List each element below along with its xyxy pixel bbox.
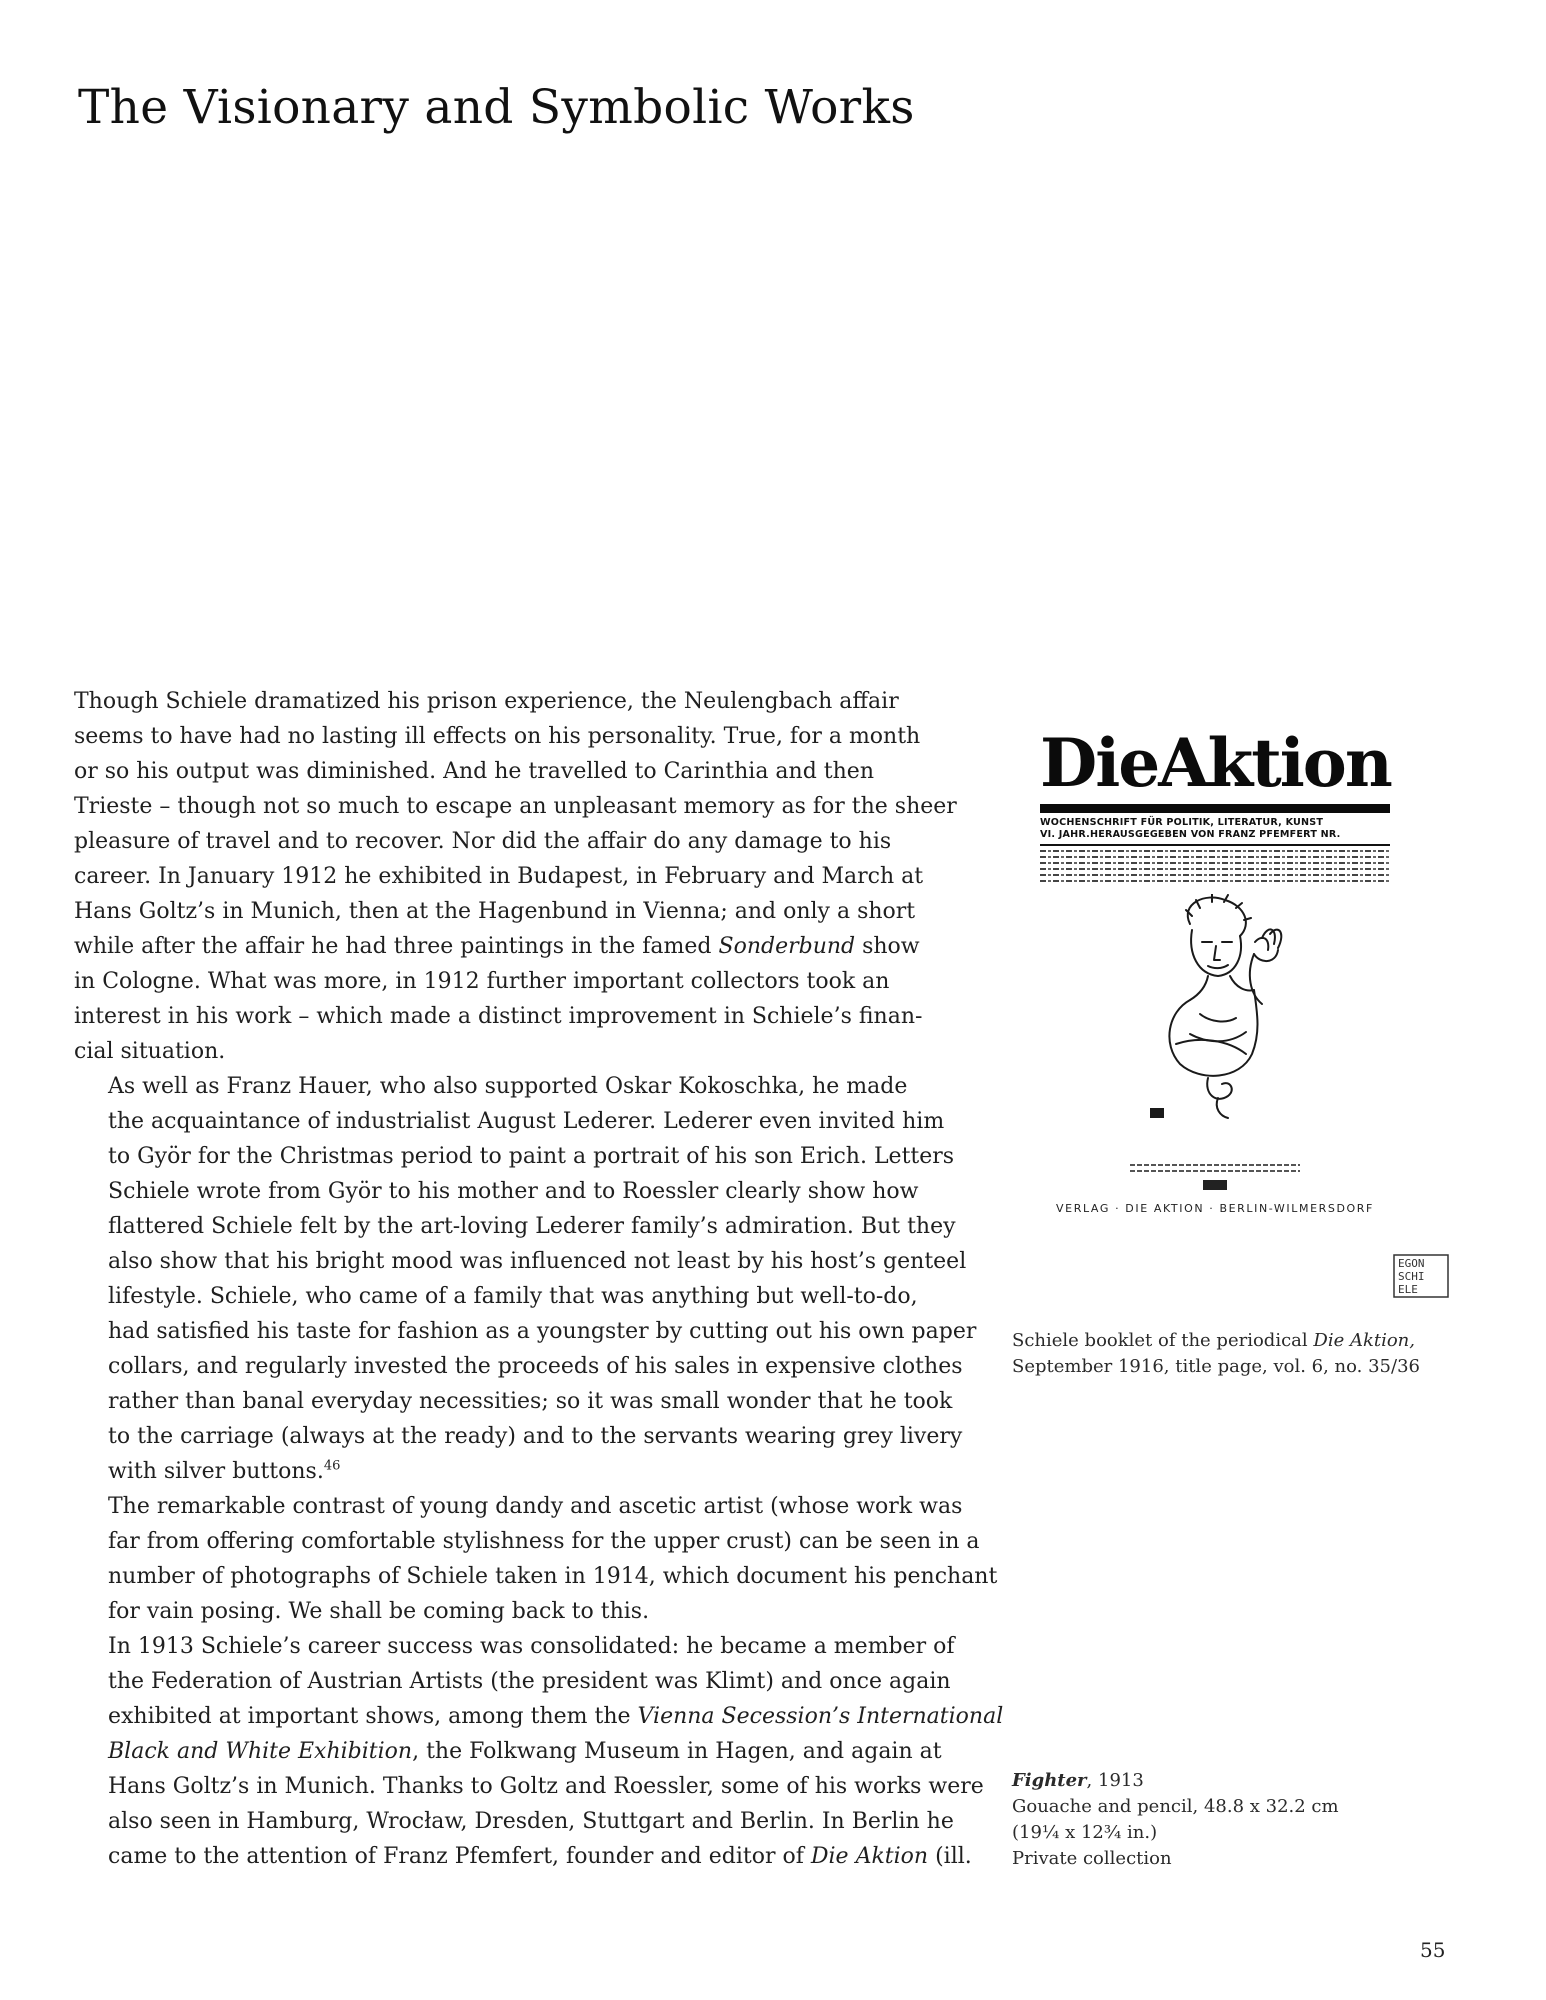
caption-fighter-title: Fighter <box>1012 1770 1087 1791</box>
caption-die-aktion <box>1012 1328 1420 1380</box>
subtitle-rule <box>1040 844 1390 846</box>
caption-fighter-collection: Private collection <box>1012 1848 1172 1869</box>
paragraph <box>74 1629 1004 1874</box>
caption-fighter-year: , 1913 <box>1086 1770 1144 1791</box>
text-line: also seen in Hamburg, Wrocław, Dresden, Stuttgart and Berlin. In Berlin he <box>108 1809 954 1834</box>
caption-aktion-title: Die Aktion, <box>1313 1330 1416 1351</box>
caption-fighter-medium: Gouache and pencil, 48.8 x 32.2 cm <box>1012 1796 1339 1817</box>
paragraph <box>74 1069 977 1489</box>
masthead: DieAktion <box>1040 724 1391 802</box>
masthead-subtitle-line-1: WOCHENSCHRIFT FÜR POLITIK, LITERATUR, KUNST <box>1040 817 1324 828</box>
text-line: seems to have had no lasting ill effects on his personality. True, for a month <box>74 724 921 749</box>
text-line: lifestyle. Schiele, who came of a family that was anything but well-to-do, <box>108 1284 918 1309</box>
page-number: 55 <box>1420 1938 1446 1962</box>
signature-stamp <box>1393 1254 1449 1298</box>
text-line: Hans Goltz’s in Munich. Thanks to Goltz and Roessler, some of his works were <box>108 1774 984 1799</box>
text-line: to Györ for the Christmas period to paint a portrait of his son Erich. Letters <box>108 1144 955 1169</box>
text-line: Trieste – though not so much to escape an unpleasant memory as for the sheer <box>74 794 957 819</box>
text-line: collars, and regularly invested the proceeds of his sales in expensive clothes <box>108 1354 963 1379</box>
svg-text:ELE: ELE <box>1398 1283 1418 1296</box>
caption-fighter <box>1012 1768 1339 1872</box>
text-line: the acquaintance of industrialist August Lederer. Lederer even invited him <box>108 1109 945 1134</box>
text-line: Though Schiele dramatized his prison experience, the Neulengbach affair <box>74 689 899 714</box>
die-aktion-title-page-illustration <box>1040 718 1390 1238</box>
text-line: number of photographs of Schiele taken in 1914, which document his penchant <box>108 1564 998 1589</box>
masthead-rule <box>1040 804 1390 813</box>
text-line: In 1913 Schiele’s career success was consolidated: he became a member of <box>108 1634 955 1659</box>
text-line: had satisfied his taste for fashion as a youngster by cutting out his own paper <box>108 1319 977 1344</box>
text-line: As well as Franz Hauer, who also supported Oskar Kokoschka, he made <box>108 1074 908 1099</box>
text-line: rather than banal everyday necessities; so it was small wonder that he took <box>108 1389 953 1414</box>
chapter-title: The Visionary and Symbolic Works <box>78 80 915 135</box>
text-line: the Federation of Austrian Artists (the president was Klimt) and once again <box>108 1669 951 1694</box>
svg-text:EGON: EGON <box>1398 1257 1425 1270</box>
text-line: The remarkable contrast of young dandy and ascetic artist (whose work was <box>108 1494 963 1519</box>
text-line: for vain posing. We shall be coming back to this. <box>108 1599 650 1624</box>
text-line: while after the affair he had three paintings in the famed Sonderbund show <box>74 934 920 959</box>
paragraph <box>74 684 974 1069</box>
text-line: far from offering comfortable stylishness for the upper crust) can be seen in a <box>108 1529 980 1554</box>
text-line: came to the attention of Franz Pfemfert, founder and editor of Die Aktion (ill. <box>108 1844 972 1869</box>
text-line: Schiele wrote from Györ to his mother and to Roessler clearly show how <box>108 1179 919 1204</box>
publisher-line: VERLAG · DIE AKTION · BERLIN-WILMERSDORF <box>1056 1202 1374 1215</box>
caption-aktion-prefix: Schiele booklet of the periodical <box>1012 1330 1314 1351</box>
text-line: also show that his bright mood was influenced not least by his host’s genteel <box>108 1249 967 1274</box>
mini-seal <box>1203 1180 1227 1190</box>
text-line: career. In January 1912 he exhibited in Budapest, in February and March at <box>74 864 924 889</box>
fine-print-contents <box>1040 850 1390 886</box>
text-line: to the carriage (always at the ready) and to the servants wearing grey livery <box>108 1424 963 1449</box>
text-line: Hans Goltz’s in Munich, then at the Hagenbund in Vienna; and only a short <box>74 899 916 924</box>
text-line: with silver buttons.$^{46}$ <box>108 1458 341 1484</box>
text-line: or so his output was diminished. And he travelled to Carinthia and then <box>74 759 874 784</box>
text-line: in Cologne. What was more, in 1912 further important collectors took an <box>74 969 890 994</box>
caption-fighter-inches: (19¼ x 12¾ in.) <box>1012 1822 1158 1843</box>
self-portrait-drawing <box>1040 894 1390 1124</box>
text-line: cial situation. <box>74 1039 226 1064</box>
text-line: Black and White Exhibition, the Folkwang Museum in Hagen, and again at <box>108 1739 942 1764</box>
text-line: pleasure of travel and to recover. Nor did the affair do any damage to his <box>74 829 892 854</box>
masthead-subtitle-line-2: VI. JAHR.HERAUSGEGEBEN VON FRANZ PFEMFERT NR. <box>1040 829 1341 840</box>
body-text <box>74 684 1004 1874</box>
paragraph <box>74 1489 998 1629</box>
text-line: interest in his work – which made a distinct improvement in Schiele’s finan- <box>74 1004 923 1029</box>
footnote-ref: 46 <box>323 1458 341 1474</box>
caption-aktion-details: September 1916, title page, vol. 6, no. 35/36 <box>1012 1356 1420 1377</box>
fine-print-edition-note <box>1130 1164 1300 1176</box>
masthead-subtitle <box>1040 817 1390 841</box>
svg-text:SCHI: SCHI <box>1398 1270 1425 1283</box>
text-line: flattered Schiele felt by the art-loving Lederer family’s admiration. But they <box>108 1214 956 1239</box>
text-line: exhibited at important shows, among them the Vienna Secession’s International <box>108 1704 1004 1729</box>
